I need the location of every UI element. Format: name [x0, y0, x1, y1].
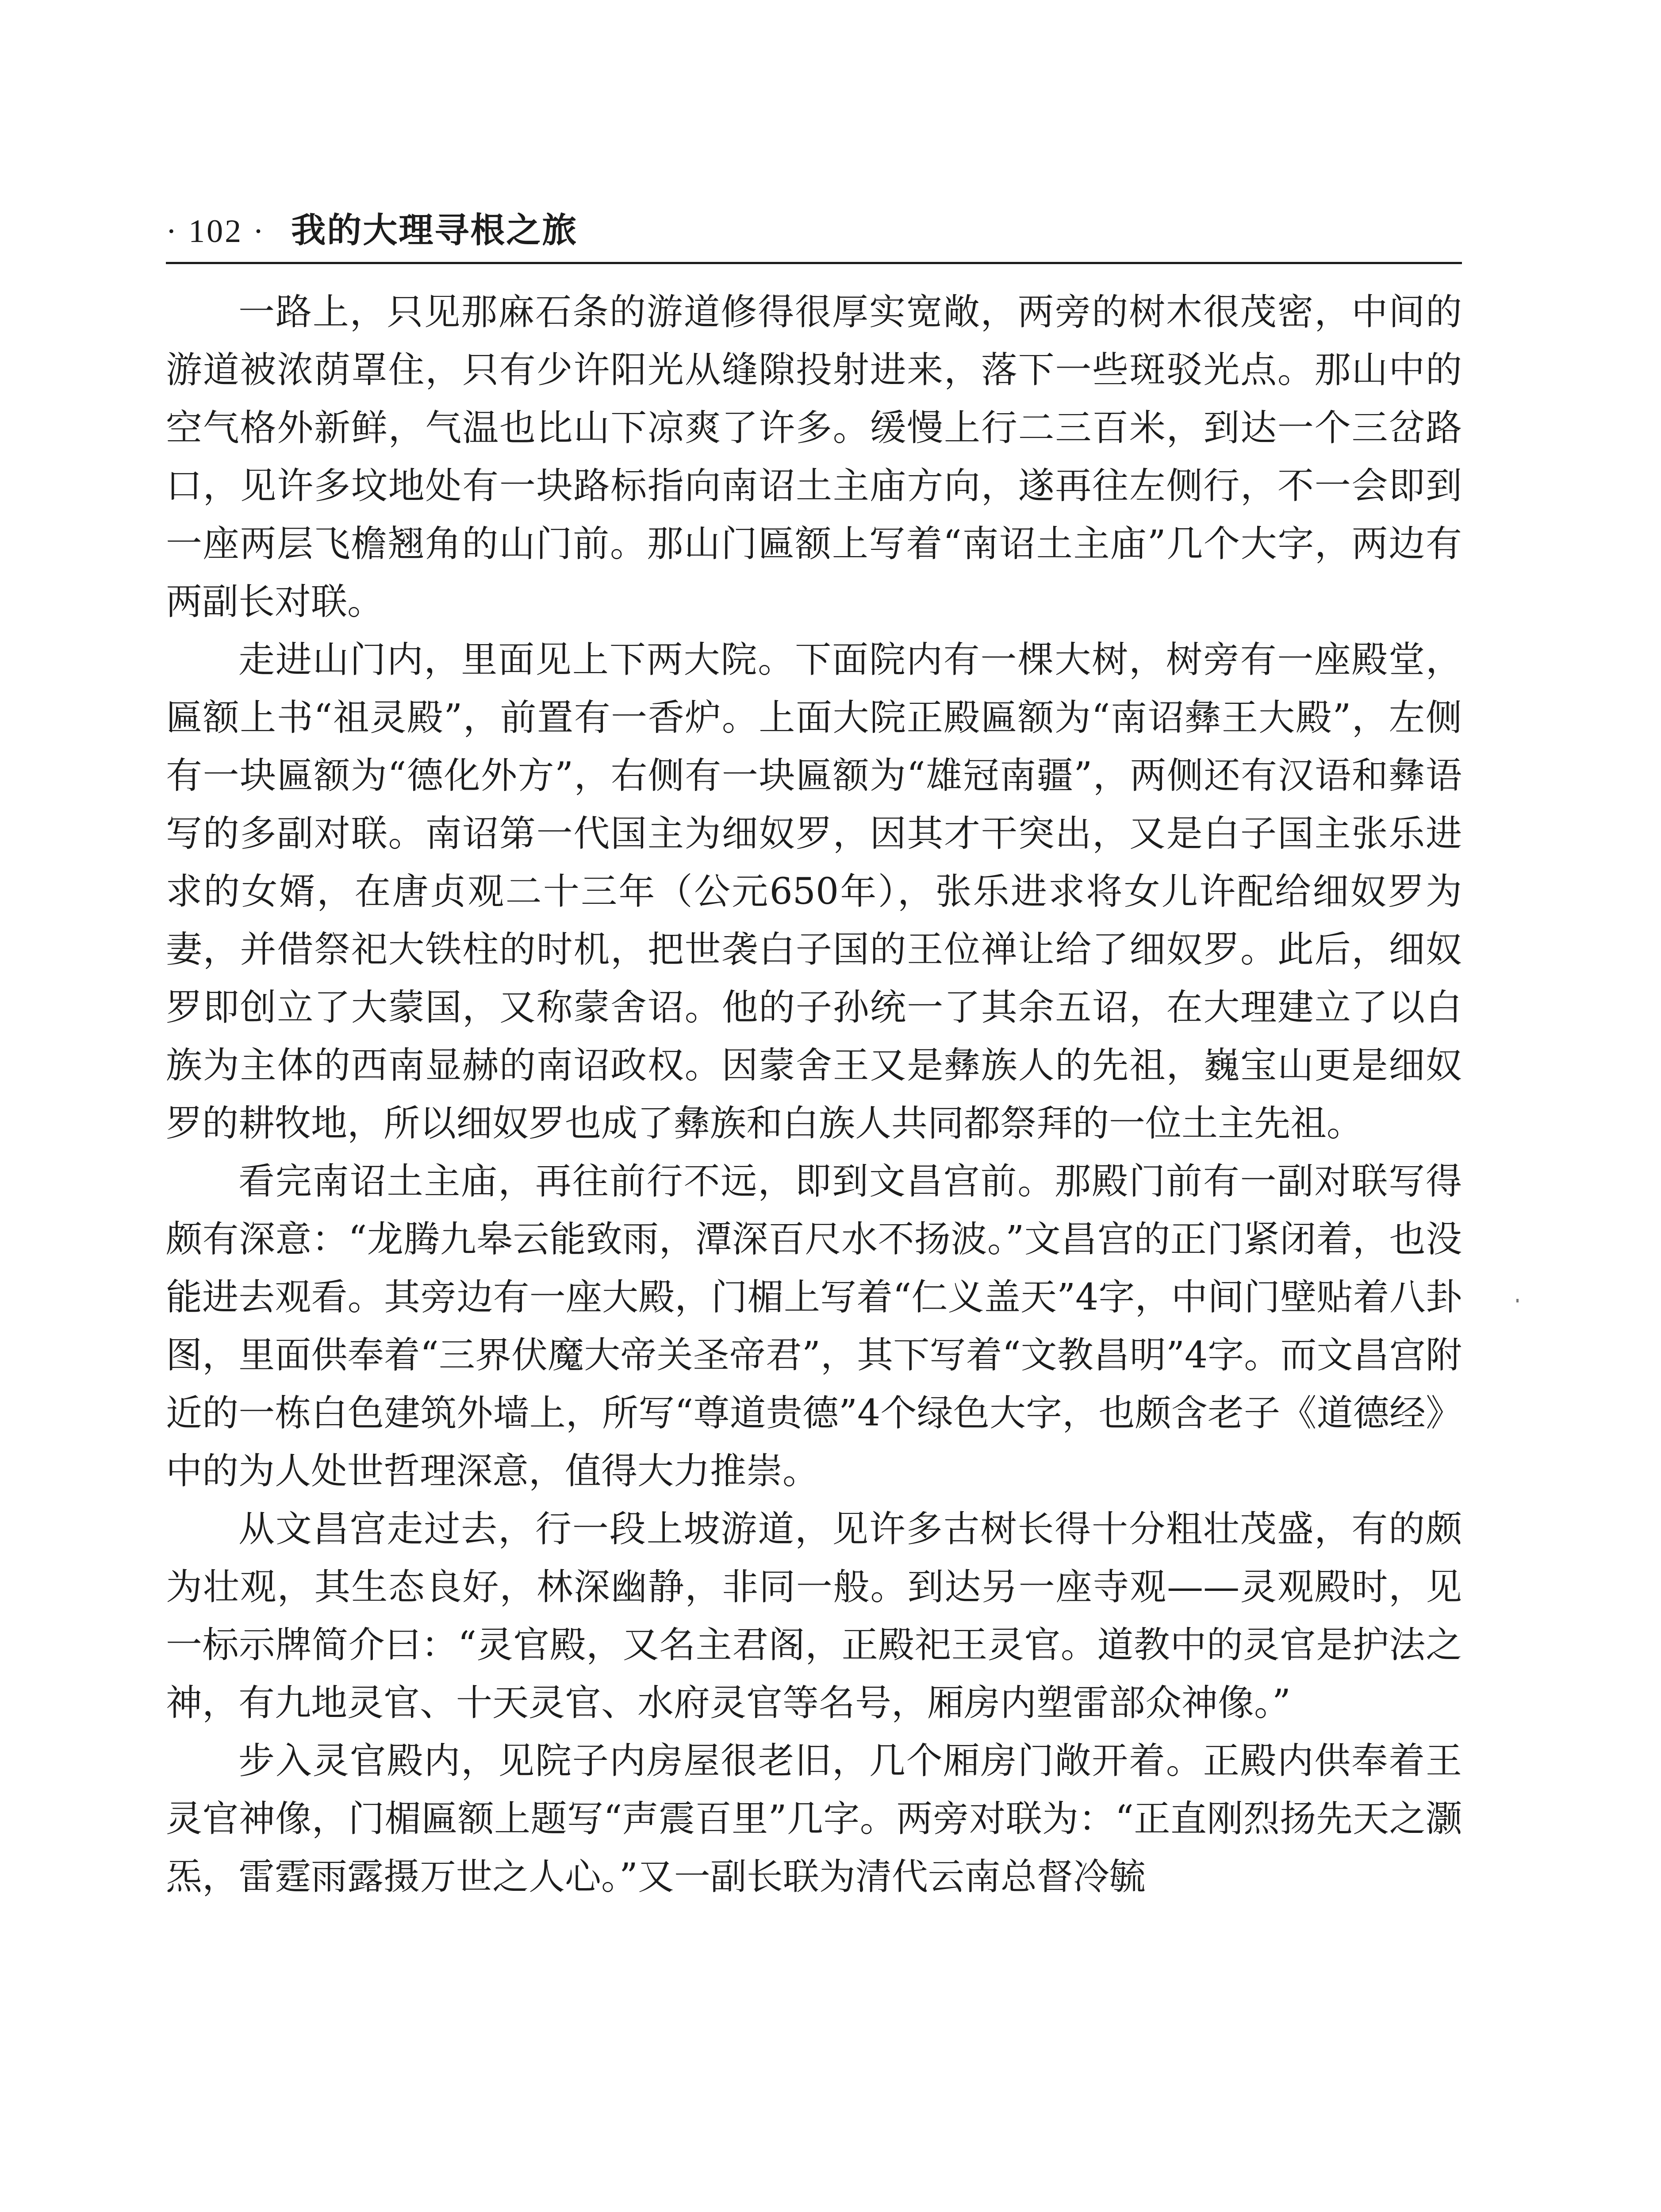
paragraph: 走进山门内，里面见上下两大院。下面院内有一棵大树，树旁有一座殿堂，匾额上书“祖灵殿”，前置有一香炉。上面大院正殿匾额为“南诏彝王大殿”，左侧有一块匾额为“德化外方”，右侧有一块匾额为“雄冠南疆”，两侧还有汉语和彝语写的多副对联。南诏第一代国主为细奴罗，因其才干突出，又是白子国主张乐进求的女婿，在唐贞观二十三年（公元650年），张乐进求将女儿许配给细奴罗为妻，并借祭祀大铁柱的时机，把世袭白子国的王位禅让给了细奴罗。此后，细奴罗即创立了大蒙国，又称蒙舍诏。他的子孙统一了其余五诏，在大理建立了以白族为主体的西南显赫的南诏政权。因蒙舍王又是彝族人的先祖，巍宝山更是细奴罗的耕牧地，所以细奴罗也成了彝族和白族人共同都祭拜的一位土主先祖。	[166, 639, 1462, 1144]
paragraph: 看完南诏土主庙，再往前行不远，即到文昌宫前。那殿门前有一副对联写得颇有深意：“龙腾九皋云能致雨，潭深百尺水不扬波。”文昌宫的正门紧闭着，也没能进去观看。其旁边有一座大殿，门楣上写着“仁义盖天”4字，中间门壁贴着八卦图，里面供奉着“三界伏魔大帝关圣帝君”，其下写着“文教昌明”4字。而文昌宫附近的一栋白色建筑外墙上，所写“尊道贵德”4个绿色大字，也颇含老子《道德经》中的为人处世哲理深意，值得大力推崇。	[166, 1160, 1462, 1492]
book-title: 我的大理寻根之旅	[291, 211, 578, 250]
running-head	[166, 195, 1462, 248]
body-text	[166, 283, 1462, 1906]
paragraph: 步入灵官殿内，见院子内房屋很老旧，几个厢房门敞开着。正殿内供奉着王灵官神像，门楣匾额上题写“声震百里”几字。两旁对联为：“正直刚烈扬先天之灏炁，雷霆雨露摄万世之人心。”又一副长联为清代云南总督冷毓	[166, 1740, 1462, 1898]
header-rule	[166, 262, 1462, 264]
paragraph: 一路上，只见那麻石条的游道修得很厚实宽敞，两旁的树木很茂密，中间的游道被浓荫罩住，只有少许阳光从缝隙投射进来，落下一些斑驳光点。那山中的空气格外新鲜，气温也比山下凉爽了许多。缓慢上行二三百米，到达一个三岔路口，见许多坟地处有一块路标指向南诏土主庙方向，遂再往左侧行，不一会即到一座两层飞檐翘角的山门前。那山门匾额上写着“南诏土主庙”几个大字，两边有两副长对联。	[166, 291, 1462, 623]
margin-mark	[1516, 1299, 1519, 1302]
paragraph: 从文昌宫走过去，行一段上坡游道，见许多古树长得十分粗壮茂盛，有的颇为壮观，其生态良好，林深幽静，非同一般。到达另一座寺观——灵观殿时，见一标示牌简介曰：“灵官殿，又名主君阁，正殿祀王灵官。道教中的灵官是护法之神，有九地灵官、十天灵官、水府灵官等名号，厢房内塑雷部众神像。”	[166, 1508, 1462, 1724]
page-number: · 102 ·	[166, 213, 266, 250]
